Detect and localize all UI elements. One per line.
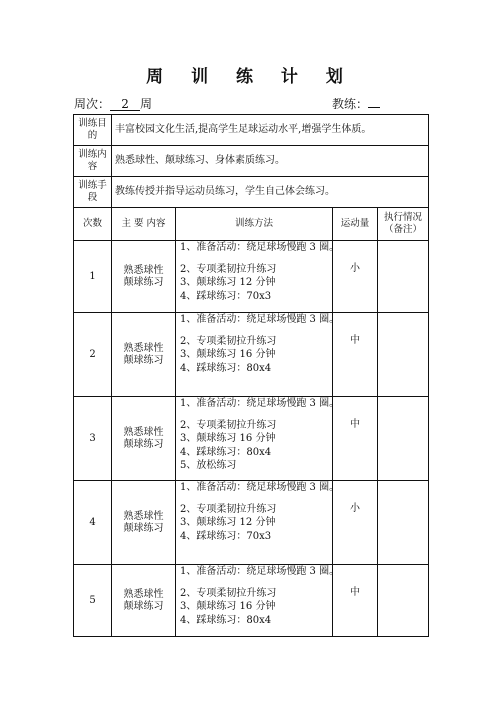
session-rows [74,241,429,637]
session-content: 熟悉球性颠球练习 [112,313,176,397]
session-content: 熟悉球性颠球练习 [112,241,176,313]
method-line: 1、准备活动：绕足球场慢跑 3 圈。 [180,242,340,253]
session-methods [176,313,340,397]
session-methods [176,565,340,637]
session-content: 熟悉球性颠球练习 [112,397,176,481]
info-label: 训练目的 [74,115,112,146]
method-line [180,255,329,263]
session-notes[interactable] [378,313,429,397]
info-label: 训练手段 [74,177,112,208]
info-row-content [74,146,429,177]
session-notes[interactable] [378,397,429,481]
method-line: 1、准备活动：绕足球场慢跑 3 圈。 [180,314,340,325]
col-method-header: 训练方法 [176,208,333,241]
session-load: 小 [333,241,378,313]
col-index-header: 次数 [74,208,112,241]
session-row [74,397,429,481]
method-line: 2、专项柔韧拉升练习 [180,263,277,275]
coach-field [332,95,380,112]
session-index: 2 [74,313,112,397]
method-line: 3、颠球练习 16 分钟 [180,433,276,444]
method-line: 2、专项柔韧拉升练习 [180,335,277,347]
method-line [180,579,329,587]
method-line: 3、颠球练习 12 分钟 [180,277,276,288]
week-field [74,95,152,112]
session-index: 3 [74,397,112,481]
method-line: 4、踩球练习：80x4 [180,446,272,458]
session-content: 熟悉球性颠球练习 [112,565,176,637]
method-line: 4、踩球练习：80x4 [180,362,272,374]
session-index: 5 [74,565,112,637]
method-line: 3、颠球练习 16 分钟 [180,349,276,360]
session-row [74,481,429,565]
col-content-header: 主 要 内容 [112,208,176,241]
method-line: 4、踩球练习：80x4 [180,614,272,626]
coach-value [368,107,380,108]
page-title: 周 训 练 计 划 [146,67,354,87]
session-content: 熟悉球性颠球练习 [112,481,176,565]
method-line [180,495,329,503]
info-label: 训练内容 [74,146,112,177]
method-line: 3、颠球练习 16 分钟 [180,601,276,612]
session-notes[interactable] [378,241,429,313]
session-load: 中 [333,397,378,481]
info-text: 熟悉球性、颠球练习、身体素质练习。 [112,146,429,177]
method-line: 4、踩球练习：70x3 [180,290,272,302]
method-line: 2、专项柔韧拉升练习 [180,503,277,515]
session-load: 中 [333,313,378,397]
training-plan-table [73,114,429,637]
session-index: 4 [74,481,112,565]
method-line: 1、准备活动：绕足球场慢跑 3 圈。 [180,566,340,577]
method-line: 1、准备活动：绕足球场慢跑 3 圈。 [180,482,340,493]
method-line: 5、放松练习 [180,460,237,471]
col-notes-header: 执行情况（备注） [378,208,429,241]
method-line: 2、专项柔韧拉升练习 [180,419,277,431]
week-value: 2 [110,98,140,111]
week-unit: 周 [140,97,153,111]
week-label: 周次： [74,97,111,111]
method-line: 4、踩球练习：70x3 [180,530,272,542]
session-row [74,565,429,637]
session-row [74,313,429,397]
info-text: 丰富校园文化生活,提高学生足球运动水平,增强学生体质。 [112,115,429,146]
method-line: 3、颠球练习 12 分钟 [180,517,276,528]
info-text: 教练传授并指导运动员练习，学生自己体会练习。 [112,177,429,208]
session-load: 中 [333,565,378,637]
coach-label: 教练： [332,97,369,111]
session-row [74,241,429,313]
info-row-purpose [74,115,429,146]
column-header-row [74,208,429,241]
method-line [180,327,329,335]
session-load: 小 [333,481,378,565]
session-methods [176,481,340,565]
col-load-header: 运动量 [333,208,378,241]
session-notes[interactable] [378,565,429,637]
method-line [180,411,329,419]
info-row-means [74,177,429,208]
method-line: 1、准备活动：绕足球场慢跑 3 圈。 [180,398,340,409]
method-line: 2、专项柔韧拉升练习 [180,587,277,599]
session-notes[interactable] [378,481,429,565]
session-methods [176,241,340,313]
session-methods [176,397,340,481]
session-index: 1 [74,241,112,313]
